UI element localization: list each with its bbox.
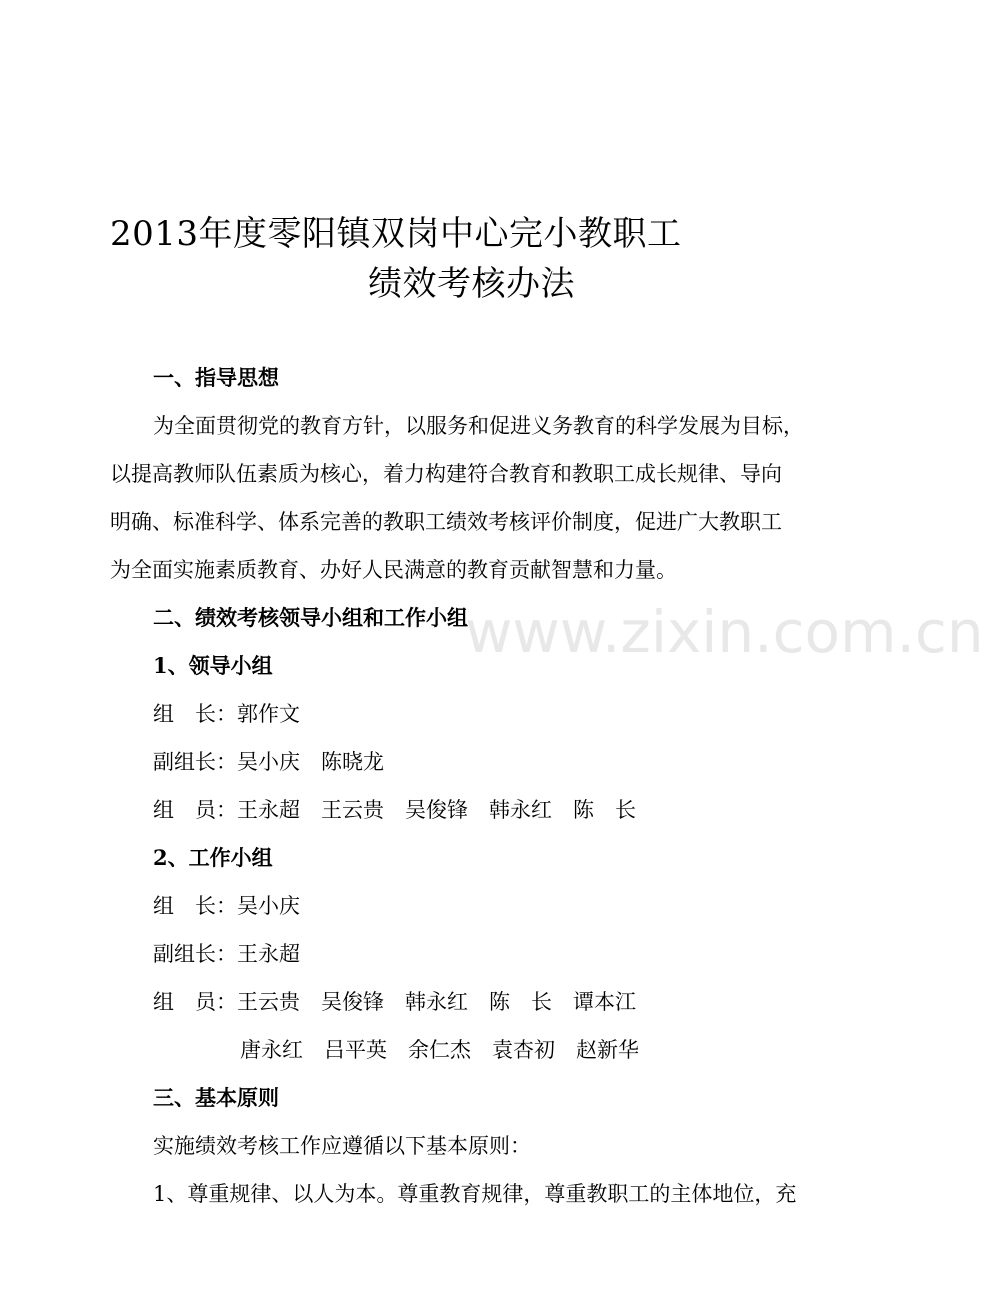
section-3-intro: 实施绩效考核工作应遵循以下基本原则：: [153, 1134, 531, 1158]
group-2-members-line-1: 组 员：王云贵 吴俊锋 韩永红 陈 长 谭本江: [153, 990, 636, 1014]
section-2-heading: 二、绩效考核领导小组和工作小组: [153, 605, 468, 630]
section-1-paragraph-line-4: 为全面实施素质教育、办好人民满意的教育贡献智慧和力量。: [110, 558, 677, 582]
group-1-deputy: 副组长：吴小庆 陈晓龙: [153, 750, 384, 774]
section-3-item-1: 1、尊重规律、以人为本。尊重教育规律，尊重教职工的主体地位，充: [153, 1182, 797, 1206]
group-1-heading: 1、领导小组: [153, 653, 273, 678]
section-1-paragraph-line-1: 为全面贯彻党的教育方针，以服务和促进义务教育的科学发展为目标，: [153, 414, 804, 438]
group-2-leader: 组 长：吴小庆: [153, 894, 300, 918]
group-1-leader: 组 长：郭作文: [153, 702, 300, 726]
watermark-text: www.zixin.com.cn: [465, 598, 984, 666]
section-1-paragraph-line-3: 明确、标准科学、体系完善的教职工绩效考核评价制度，促进广大教职工: [110, 510, 782, 534]
group-2-heading: 2、工作小组: [153, 845, 273, 870]
section-1-heading: 一、指导思想: [153, 365, 279, 390]
document-title-line-2: 绩效考核办法: [368, 264, 575, 304]
section-3-heading: 三、基本原则: [153, 1085, 279, 1110]
section-1-paragraph-line-2: 以提高教师队伍素质为核心，着力构建符合教育和教职工成长规律、导向: [110, 462, 782, 486]
group-2-members-line-2: 唐永红 吕平英 余仁杰 袁杏初 赵新华: [240, 1038, 639, 1062]
group-1-members: 组 员：王永超 王云贵 吴俊锋 韩永红 陈 长: [153, 798, 636, 822]
document-title-line-1: 2013年度零阳镇双岗中心完小教职工: [110, 214, 682, 254]
group-2-deputy: 副组长：王永超: [153, 942, 300, 966]
